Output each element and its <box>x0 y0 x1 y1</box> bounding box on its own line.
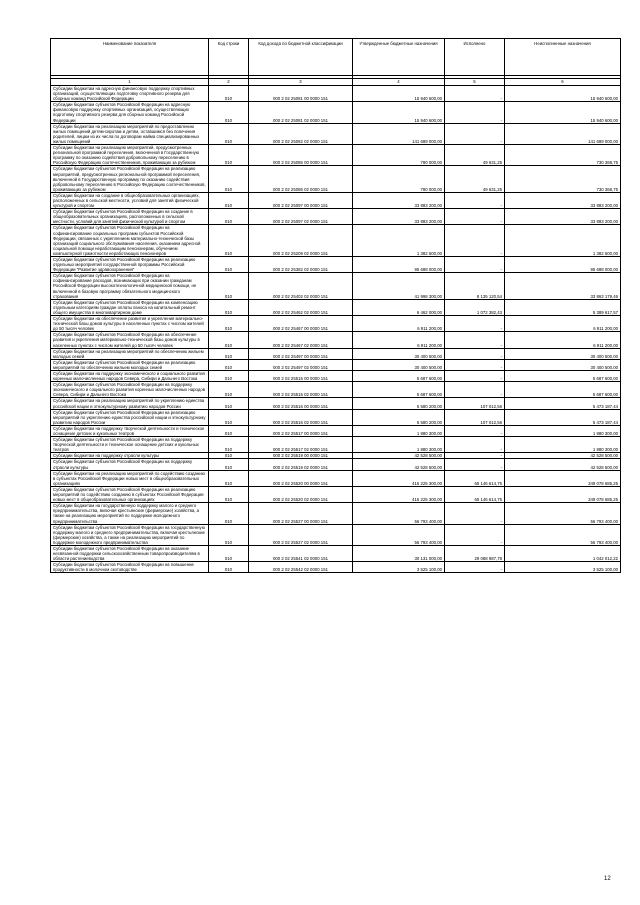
row-unexecuted: 730 368,75 <box>505 145 621 166</box>
row-executed: - <box>445 453 505 459</box>
row-code: 010 <box>209 123 249 144</box>
row-unexecuted: 42 528 500,00 <box>505 459 621 470</box>
table-row <box>51 437 621 453</box>
row-name: Субсидии бюджетам субъектов Российской Федерации на поддержку отрасли культуры <box>51 459 209 470</box>
row-kbk: 000 2 02 25209 02 0000 151 <box>249 225 353 257</box>
row-name: Субсидии бюджетам на обеспечение развития и укрепления материально-технической базы домов культуры в населенных пунктах с числом жителей до 50 тысяч человек <box>51 316 209 332</box>
row-executed: - <box>445 123 505 144</box>
row-code: 010 <box>209 145 249 166</box>
row-code: 010 <box>209 453 249 459</box>
row-executed: - <box>445 348 505 359</box>
header-kbk: Код дохода по бюджетной классификации <box>249 39 353 76</box>
table-row <box>51 545 621 561</box>
row-unexecuted: 15 940 600,00 <box>505 86 621 102</box>
column-number: 4 <box>353 79 445 86</box>
row-code: 010 <box>209 192 249 208</box>
column-number: 2 <box>209 79 249 86</box>
row-executed: - <box>445 359 505 370</box>
table-row <box>51 299 621 315</box>
table-row <box>51 225 621 257</box>
row-approved: 1 880 300,00 <box>353 437 445 453</box>
row-unexecuted: 5 687 600,00 <box>505 382 621 398</box>
row-code: 010 <box>209 257 249 273</box>
row-kbk: 000 2 02 25467 00 0000 151 <box>249 316 353 332</box>
row-code: 010 <box>209 459 249 470</box>
row-kbk: 000 2 02 25541 02 0000 151 <box>249 545 353 561</box>
row-code: 010 <box>209 486 249 502</box>
row-name: Субсидии бюджетам субъектов Российской Федерации на повышение продуктивности в молочном скотоводстве <box>51 562 209 573</box>
row-approved: 6 911 200,00 <box>353 332 445 348</box>
row-kbk: 000 2 02 25520 02 0000 151 <box>249 486 353 502</box>
row-approved: 56 793 400,00 <box>353 524 445 545</box>
row-executed: - <box>445 425 505 436</box>
table-row <box>51 86 621 102</box>
row-kbk: 000 2 02 25515 00 0000 151 <box>249 370 353 381</box>
row-executed: - <box>445 370 505 381</box>
row-kbk: 000 2 02 25467 02 0000 151 <box>249 332 353 348</box>
row-code: 010 <box>209 382 249 398</box>
row-approved: 33 883 200,00 <box>353 192 445 208</box>
row-executed: 65 146 614,75 <box>445 486 505 502</box>
row-name: Субсидии бюджетам субъектов Российской Федерации на реализацию мероприятий по обеспечению жильем молодых семей <box>51 359 209 370</box>
row-approved: 42 528 500,00 <box>353 453 445 459</box>
row-code: 010 <box>209 166 249 192</box>
row-executed: 107 012,56 <box>445 398 505 409</box>
table-row <box>51 145 621 166</box>
row-unexecuted: 6 911 200,00 <box>505 316 621 332</box>
row-unexecuted: 30 400 500,00 <box>505 348 621 359</box>
row-unexecuted: 5 473 187,44 <box>505 398 621 409</box>
row-approved: 41 998 300,00 <box>353 273 445 299</box>
row-executed: - <box>445 225 505 257</box>
row-approved: 780 000,00 <box>353 145 445 166</box>
row-kbk: 000 2 02 25542 02 0000 151 <box>249 562 353 573</box>
row-executed: - <box>445 209 505 225</box>
row-unexecuted: 33 863 179,46 <box>505 273 621 299</box>
table-body <box>51 76 621 573</box>
row-code: 010 <box>209 370 249 381</box>
row-approved: 415 225 300,00 <box>353 470 445 486</box>
row-code: 010 <box>209 503 249 524</box>
row-kbk: 000 2 02 25515 02 0000 151 <box>249 382 353 398</box>
row-name: Субсидии бюджетам субъектов Российской Федерации на софинансирование социальных программ субъектов Российской Федерации, связанных с укреплением материально-технической базы организаций социального обслуживания населения, оказанием адресной социальной помощи неработающим пенсионерам, обучением компьютерной грамотности неработающих пенсионеров <box>51 225 209 257</box>
table-row <box>51 486 621 502</box>
row-name: Субсидии бюджетам на поддержку творческой деятельности и техническое оснащение детских и кукольных театров <box>51 425 209 436</box>
table-row <box>51 562 621 573</box>
row-code: 010 <box>209 470 249 486</box>
row-approved: 33 883 200,00 <box>353 209 445 225</box>
row-approved: 780 000,00 <box>353 166 445 192</box>
row-approved: 415 225 300,00 <box>353 486 445 502</box>
row-executed: - <box>445 459 505 470</box>
row-executed: - <box>445 437 505 453</box>
row-unexecuted: 1 880 300,00 <box>505 437 621 453</box>
row-name: Субсидии бюджетам субъектов Российской Федерации на создание в общеобразовательных организациях, расположенных в сельской местности, условий для занятий физической культурой и спортом <box>51 209 209 225</box>
row-kbk: 000 2 02 25517 00 0000 151 <box>249 425 353 436</box>
row-name: Субсидии бюджетам субъектов Российской Федерации на поддержку творческой деятельности и техническое оснащение детских и кукольных театров <box>51 437 209 453</box>
row-name: Субсидии бюджетам на реализацию мероприятий по обеспечению жильем молодых семей <box>51 348 209 359</box>
row-unexecuted: 1 042 012,22 <box>505 545 621 561</box>
row-executed: - <box>445 102 505 123</box>
row-name: Субсидии бюджетам субъектов Российской Федерации на реализацию мероприятий по укреплению единства российской нации и этнокультурному развитию народов России <box>51 409 209 425</box>
row-unexecuted: 56 793 400,00 <box>505 503 621 524</box>
row-name: Субсидии бюджетам на адресную финансовую поддержку спортивных организаций, осуществляющих подготовку спортивного резерва для сборных команд Российской Федерации <box>51 86 209 102</box>
row-name: Субсидии бюджетам субъектов Российской Федерации на компенсацию отдельным категориям граждан оплаты взноса на капитальный ремонт общего имущества в многоквартирном доме <box>51 299 209 315</box>
row-executed: - <box>445 257 505 273</box>
report-sheet <box>50 38 620 573</box>
table-row <box>51 503 621 524</box>
row-name: Субсидии бюджетам на реализацию мероприятий по укреплению единства российской нации и этнокультурному развитию народов России <box>51 398 209 409</box>
row-approved: 30 400 500,00 <box>353 359 445 370</box>
row-kbk: 000 2 02 25516 00 0000 151 <box>249 398 353 409</box>
row-executed: 65 146 614,75 <box>445 470 505 486</box>
table-row <box>51 359 621 370</box>
row-name: Субсидии бюджетам субъектов Российской Федерации на реализацию мероприятий, предусмотренных региональной программой переселения, включенной в Государственную программу по оказанию содействия добровольному переселению в Российскую Федерацию соотечественников, проживающих за рубежом <box>51 166 209 192</box>
row-unexecuted: 33 883 200,00 <box>505 209 621 225</box>
row-executed: 1 072 382,43 <box>445 299 505 315</box>
row-kbk: 000 2 02 25527 02 0000 151 <box>249 524 353 545</box>
table-row <box>51 123 621 144</box>
row-code: 010 <box>209 437 249 453</box>
row-unexecuted: 349 078 685,25 <box>505 470 621 486</box>
row-name: Субсидии бюджетам субъектов Российской Федерации на оказание несвязанной поддержки сельскохозяйственным товаропроизводителям в области растениеводства <box>51 545 209 561</box>
row-unexecuted: 15 940 600,00 <box>505 102 621 123</box>
row-code: 010 <box>209 348 249 359</box>
row-code: 010 <box>209 86 249 102</box>
row-approved: 42 528 500,00 <box>353 459 445 470</box>
table-row <box>51 348 621 359</box>
table-row <box>51 398 621 409</box>
row-executed: - <box>445 332 505 348</box>
table-row <box>51 192 621 208</box>
table-header-row <box>51 39 621 76</box>
table-row <box>51 332 621 348</box>
table-row <box>51 470 621 486</box>
row-name: Субсидии бюджетам субъектов Российской Федерации на поддержку экономического и социального развития коренных малочисленных народов Севера, Сибири и Дальнего Востока <box>51 382 209 398</box>
row-unexecuted: 56 793 400,00 <box>505 524 621 545</box>
row-approved: 1 880 300,00 <box>353 425 445 436</box>
row-approved: 15 940 600,00 <box>353 102 445 123</box>
row-kbk: 000 2 02 25097 00 0000 151 <box>249 192 353 208</box>
header-executed: Исполнено <box>445 39 505 76</box>
row-approved: 3 525 100,00 <box>353 562 445 573</box>
header-approved: Утвержденные бюджетные назначения <box>353 39 445 76</box>
row-executed: - <box>445 86 505 102</box>
row-kbk: 000 2 02 25497 02 0000 151 <box>249 359 353 370</box>
row-code: 010 <box>209 225 249 257</box>
table-row <box>51 166 621 192</box>
row-unexecuted: 5 687 600,00 <box>505 370 621 381</box>
row-unexecuted: 1 880 300,00 <box>505 425 621 436</box>
row-code: 010 <box>209 102 249 123</box>
table-row <box>51 316 621 332</box>
row-code: 010 <box>209 545 249 561</box>
row-unexecuted: 349 078 685,25 <box>505 486 621 502</box>
row-kbk: 000 2 02 25382 02 0000 151 <box>249 257 353 273</box>
row-unexecuted: 5 389 617,57 <box>505 299 621 315</box>
row-executed: - <box>445 382 505 398</box>
row-approved: 6 462 000,00 <box>353 299 445 315</box>
header-code: Код строки <box>209 39 249 76</box>
row-kbk: 000 2 02 25497 00 0000 151 <box>249 348 353 359</box>
table-row <box>51 273 621 299</box>
table-row <box>51 425 621 436</box>
row-unexecuted: 95 688 000,00 <box>505 257 621 273</box>
table-row <box>51 524 621 545</box>
row-executed: - <box>445 316 505 332</box>
row-code: 010 <box>209 398 249 409</box>
header-unexecuted: Неисполненные назначения <box>505 39 621 76</box>
row-code: 010 <box>209 332 249 348</box>
row-kbk: 000 2 02 25086 02 0000 151 <box>249 166 353 192</box>
column-number: 5 <box>445 79 505 86</box>
row-executed: 29 088 987,78 <box>445 545 505 561</box>
row-name: Субсидии бюджетам субъектов Российской Федерации на реализацию мероприятий по содействию созданию в субъектах Российской Федерации новых мест в общеобразовательных организациях <box>51 486 209 502</box>
table-row <box>51 409 621 425</box>
row-approved: 30 131 000,00 <box>353 545 445 561</box>
row-approved: 56 793 400,00 <box>353 503 445 524</box>
row-kbk: 000 2 02 25527 00 0000 151 <box>249 503 353 524</box>
table-row <box>51 102 621 123</box>
column-number: 6 <box>505 79 621 86</box>
row-unexecuted: 1 382 600,00 <box>505 225 621 257</box>
row-name: Субсидии бюджетам на поддержку отрасли культуры <box>51 453 209 459</box>
row-unexecuted: 141 689 000,00 <box>505 123 621 144</box>
row-kbk: 000 2 02 25081 02 0000 151 <box>249 102 353 123</box>
row-name: Субсидии бюджетам субъектов Российской Федерации на адресную финансовую поддержку спортивных организаций, осуществляющих подготовку спортивного резерва для сборных команд Российской Федерации <box>51 102 209 123</box>
row-executed: - <box>445 503 505 524</box>
row-name: Субсидии бюджетам субъектов Российской Федерации на реализацию отдельных мероприятий государственной программы Российской Федерации "Развитие здравоохранения" <box>51 257 209 273</box>
row-kbk: 000 2 02 25097 02 0000 151 <box>249 209 353 225</box>
row-name: Субсидии бюджетам на реализацию мероприятий по предоставлению жилых помещений детям-сиротам и детям, оставшимся без попечения родителей, лицам из их числа по договорам найма специализированных жилых помещений <box>51 123 209 144</box>
table-row <box>51 459 621 470</box>
row-approved: 5 580 200,00 <box>353 398 445 409</box>
row-kbk: 000 2 02 25520 00 0000 151 <box>249 470 353 486</box>
row-name: Субсидии бюджетам на реализацию мероприятий, предусмотренных региональной программой переселения, включенной в Государственную программу по оказанию содействия добровольному переселению в Российскую Федерацию соотечественников, проживающих за рубежом <box>51 145 209 166</box>
row-name: Субсидии бюджетам субъектов Российской Федерации на государственную поддержку малого и среднего предпринимательства, включая крестьянские (фермерские) хозяйства, а также на реализацию мероприятий по поддержке молодежного предпринимательства <box>51 524 209 545</box>
header-name: Наименование показателя <box>51 39 209 76</box>
row-unexecuted: 730 368,75 <box>505 166 621 192</box>
row-executed: 107 012,56 <box>445 409 505 425</box>
row-code: 010 <box>209 409 249 425</box>
row-approved: 5 580 200,00 <box>353 409 445 425</box>
row-approved: 1 382 600,00 <box>353 225 445 257</box>
column-number: 1 <box>51 79 209 86</box>
row-name: Субсидии бюджетам на создание в общеобразовательных организациях, расположенных в сельской местности, условий для занятий физической культурой и спортом <box>51 192 209 208</box>
row-code: 010 <box>209 316 249 332</box>
row-name: Субсидии бюджетам на реализацию мероприятий по содействию созданию в субъектах Российской Федерации новых мест в общеобразовательных организациях <box>51 470 209 486</box>
row-kbk: 000 2 02 25517 02 0000 151 <box>249 437 353 453</box>
row-kbk: 000 2 02 25402 02 0000 151 <box>249 273 353 299</box>
row-kbk: 000 2 02 25516 02 0000 151 <box>249 409 353 425</box>
row-code: 010 <box>209 524 249 545</box>
row-code: 010 <box>209 359 249 370</box>
row-unexecuted: 3 525 100,00 <box>505 562 621 573</box>
row-approved: 30 400 500,00 <box>353 348 445 359</box>
row-code: 010 <box>209 299 249 315</box>
row-unexecuted: 5 473 187,44 <box>505 409 621 425</box>
row-kbk: 000 2 02 25462 02 0000 151 <box>249 299 353 315</box>
row-executed: - <box>445 562 505 573</box>
row-code: 010 <box>209 273 249 299</box>
row-kbk: 000 2 02 25519 00 0000 151 <box>249 453 353 459</box>
row-executed: 49 631,25 <box>445 145 505 166</box>
table-row <box>51 257 621 273</box>
row-code: 010 <box>209 425 249 436</box>
row-kbk: 000 2 02 25086 00 0000 151 <box>249 145 353 166</box>
row-executed: 8 135 120,54 <box>445 273 505 299</box>
row-kbk: 000 2 02 25519 02 0000 151 <box>249 459 353 470</box>
column-number: 3 <box>249 79 353 86</box>
row-executed: - <box>445 524 505 545</box>
table-row <box>51 209 621 225</box>
row-approved: 5 687 600,00 <box>353 370 445 381</box>
row-approved: 6 911 200,00 <box>353 316 445 332</box>
row-approved: 95 688 000,00 <box>353 257 445 273</box>
row-name: Субсидии бюджетам субъектов Российской Федерации на софинансирование расходов, возникающих при оказании гражданам Российской Федерации высокотехнологичной медицинской помощи, не включенной в базовую программу обязательного медицинского страхования <box>51 273 209 299</box>
budget-income-table <box>50 38 621 573</box>
row-name: Субсидии бюджетам на поддержку экономического и социального развития коренных малочисленных народов Севера, Сибири и Дальнего Востока <box>51 370 209 381</box>
column-numbers-row <box>51 79 621 86</box>
row-unexecuted: 30 400 500,00 <box>505 359 621 370</box>
row-unexecuted: 33 883 200,00 <box>505 192 621 208</box>
row-executed: 49 631,25 <box>445 166 505 192</box>
row-approved: 5 687 600,00 <box>353 382 445 398</box>
row-name: Субсидии бюджетам субъектов Российской Федерации на обеспечение развития и укрепления материально-технической базы домов культуры в населенных пунктах с числом жителей до 50 тысяч человек <box>51 332 209 348</box>
table-row <box>51 382 621 398</box>
row-code: 010 <box>209 562 249 573</box>
row-code: 010 <box>209 209 249 225</box>
page-number: 12 <box>604 876 611 882</box>
row-unexecuted: 42 528 500,00 <box>505 453 621 459</box>
row-approved: 15 940 600,00 <box>353 86 445 102</box>
table-row <box>51 370 621 381</box>
row-unexecuted: 6 911 200,00 <box>505 332 621 348</box>
row-name: Субсидии бюджетам на государственную поддержку малого и среднего предпринимательства, включая крестьянские (фермерские) хозяйства, а также на реализацию мероприятий по поддержке молодежного предпринимательства <box>51 503 209 524</box>
row-executed: - <box>445 192 505 208</box>
row-approved: 141 689 000,00 <box>353 123 445 144</box>
row-kbk: 000 2 02 25081 00 0000 151 <box>249 86 353 102</box>
row-kbk: 000 2 02 25082 02 0000 151 <box>249 123 353 144</box>
